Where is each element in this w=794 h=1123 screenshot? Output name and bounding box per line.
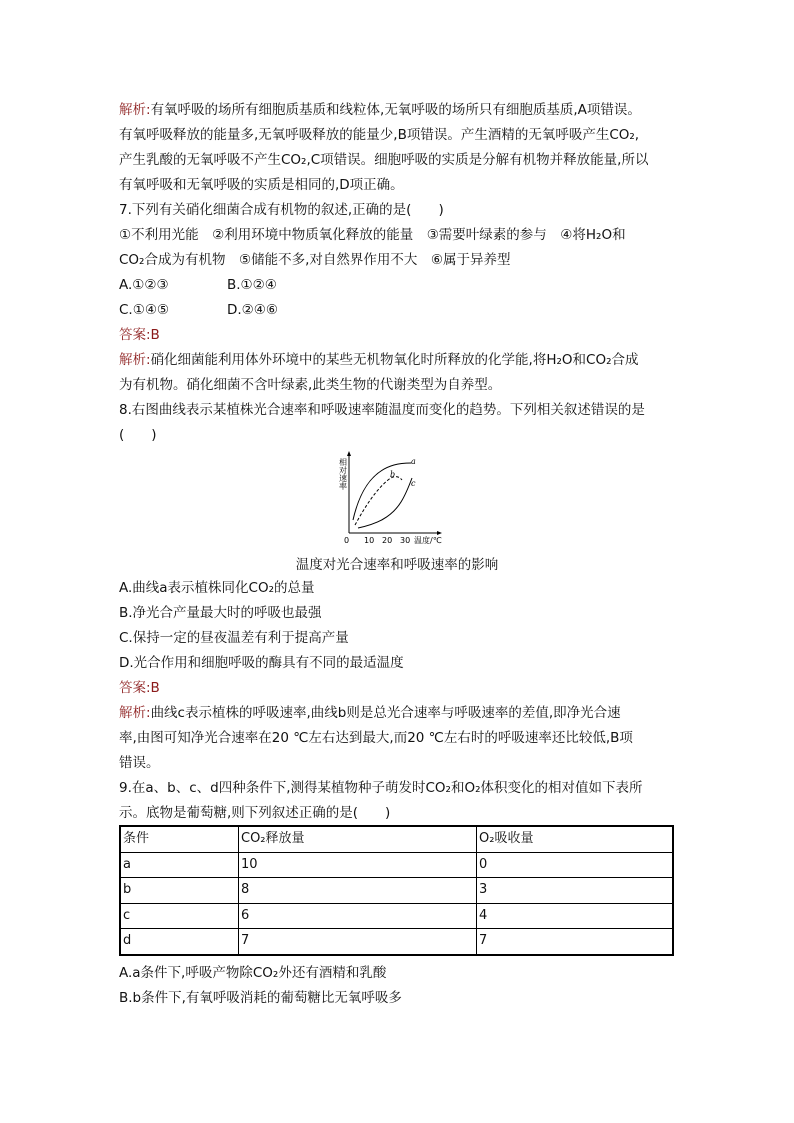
question-7-explanation-line2: 为有机物。硝化细菌不含叶绿素,此类生物的代谢类型为自养型。 [119,377,502,393]
question-7-items-line2: CO₂合成为有机物 ⑤储能不多,对自然界作用不大 ⑥属于异养型 [119,252,511,268]
cell-condition: b [120,878,239,904]
cell-o2: 0 [477,852,674,878]
figure-caption: 温度对光合速率和呼吸速率的影响 [295,557,499,573]
x-tick-30: 30 [400,536,411,545]
table-row [120,929,673,955]
cell-o2: 4 [477,903,674,929]
question-9-stem-line2: 示。底物是葡萄糖,则下列叙述正确的是( ) [119,805,391,821]
cell-condition: a [120,852,239,878]
explanation-q6-line3: 产生乳酸的无氧呼吸不产生CO₂,C项错误。细胞呼吸的实质是分解有机物并释放能量,所以 [119,152,649,168]
header-o2-uptake: O₂吸收量 [477,826,674,852]
table-header-row [120,826,673,852]
header-co2-release: CO₂释放量 [239,826,477,852]
question-8-stem-line2: ( ) [119,427,157,443]
y-axis-arrow [347,451,351,456]
explanation-q6-line1: 解析:有氧呼吸的场所有细胞质基质和线粒体,无氧呼吸的场所只有细胞质基质,A项错误。 [119,102,641,118]
curve-b [355,477,402,525]
explanation-label: 解析: [119,102,151,118]
question-7-option-d: D.②④⑥ [227,302,278,318]
question-9-stem-line1: 9.在a、b、c、d四种条件下,测得某植物种子萌发时CO₂和O₂体积变化的相对值如下表所 [119,780,643,796]
cell-co2: 10 [239,852,477,878]
gas-exchange-table [119,825,674,956]
explanation-q6-line2: 有氧呼吸释放的能量多,无氧呼吸释放的能量少,B项错误。产生酒精的无氧呼吸产生CO₂, [119,127,640,143]
curve-c [358,478,412,528]
question-8-explanation-line3: 错误。 [119,755,160,771]
temperature-rate-svg [336,450,446,545]
explanation-q6-line4: 有氧呼吸和无氧呼吸的实质是相同的,D项正确。 [119,177,404,193]
cell-o2: 7 [477,929,674,955]
temperature-rate-figure [336,450,446,545]
question-7-answer: 答案:B [119,327,160,343]
table-row [120,903,673,929]
y-axis-label: 相对速率 [338,458,348,490]
question-7-option-a: A.①②③ [119,277,169,293]
question-7-stem: 7.下列有关硝化细菌合成有机物的叙述,正确的是( ) [119,202,444,218]
question-8-stem-line1: 8.右图曲线表示某植株光合速率和呼吸速率随温度而变化的趋势。下列相关叙述错误的是 [119,402,645,418]
x-tick-10: 10 [364,536,375,545]
question-8-explanation-line1: 解析:曲线c表示植株的呼吸速率,曲线b则是总光合速率与呼吸速率的差值,即净光合速 [119,705,621,721]
question-8-option-d: D.光合作用和细胞呼吸的酶具有不同的最适温度 [119,655,404,671]
table-row [120,878,673,904]
cell-condition: d [120,929,239,955]
question-9-option-a: A.a条件下,呼吸产物除CO₂外还有酒精和乳酸 [119,965,387,981]
question-7-explanation-line1: 解析:硝化细菌能利用体外环境中的某些无机物氧化时所释放的化学能,将H₂O和CO₂合成 [119,352,639,368]
question-7-option-c: C.①④⑤ [119,302,170,318]
question-9-option-b: B.b条件下,有氧呼吸消耗的葡萄糖比无氧呼吸多 [119,990,402,1006]
question-8-option-a: A.曲线a表示植株同化CO₂的总量 [119,580,315,596]
table-row [120,852,673,878]
question-8-answer: 答案:B [119,680,160,696]
question-7-option-b: B.①②④ [227,277,277,293]
question-8-option-c: C.保持一定的昼夜温差有利于提高产量 [119,630,349,646]
x-axis-arrow [437,531,442,535]
cell-condition: c [120,903,239,929]
x-tick-20: 20 [382,536,393,545]
curve-b-label: b [390,470,396,479]
question-7-items-line1: ①不利用光能 ②利用环境中物质氧化释放的能量 ③需要叶绿素的参与 ④将H₂O和 [119,227,626,243]
question-8-option-b: B.净光合产量最大时的呼吸也最强 [119,605,322,621]
header-condition: 条件 [120,826,239,852]
question-8-explanation-line2: 率,由图可知净光合速率在20 ℃左右达到最大,而20 ℃左右时的呼吸速率还比较低,B项 [119,730,633,746]
curve-c-label: c [411,479,416,488]
x-axis-label: 温度/℃ [414,536,442,545]
cell-co2: 6 [239,903,477,929]
cell-co2: 8 [239,878,477,904]
x-origin-label: 0 [344,536,350,545]
cell-o2: 3 [477,878,674,904]
curve-a-label: a [411,457,416,466]
curve-a [353,463,411,520]
cell-co2: 7 [239,929,477,955]
